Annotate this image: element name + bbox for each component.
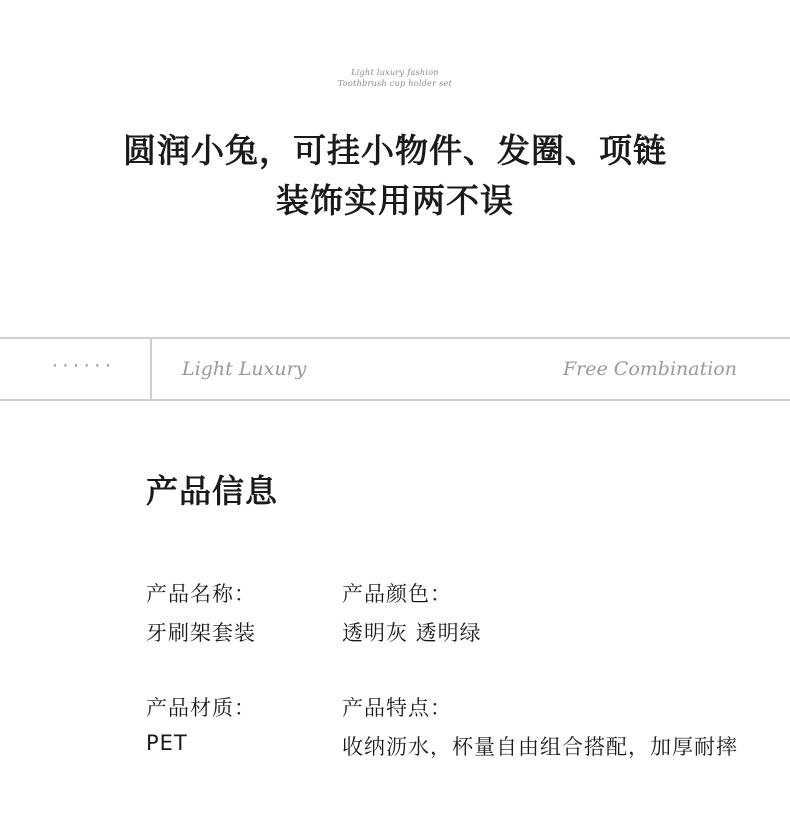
divider-band — [0, 337, 790, 401]
product-feature-value: 收纳沥水，杯量自由组合搭配，加厚耐摔 — [342, 735, 738, 759]
product-feature-label: 产品特点： — [342, 696, 452, 720]
dots-ornament: ······ — [50, 356, 114, 375]
section-title: 产品信息 — [146, 472, 279, 510]
band-left-label: Light Luxury — [182, 358, 307, 380]
product-name-label: 产品名称： — [146, 582, 256, 606]
headline-line-1: 圆润小兔，可挂小物件、发圈、项链 — [123, 131, 667, 170]
product-material-label: 产品材质： — [146, 696, 256, 720]
product-color-value: 透明灰 透明绿 — [342, 621, 482, 645]
product-name-value: 牙刷架套装 — [146, 621, 256, 645]
tagline-line-1: Light luxury fashion — [351, 68, 439, 77]
band-right-label: Free Combination — [563, 358, 737, 380]
tagline-line-2: Toothbrush cup holder set — [337, 79, 453, 88]
headline-line-2: 装饰实用两不误 — [276, 181, 514, 220]
product-material-value: PET — [146, 731, 188, 755]
product-color-label: 产品颜色： — [342, 582, 452, 606]
vertical-divider — [150, 339, 152, 399]
